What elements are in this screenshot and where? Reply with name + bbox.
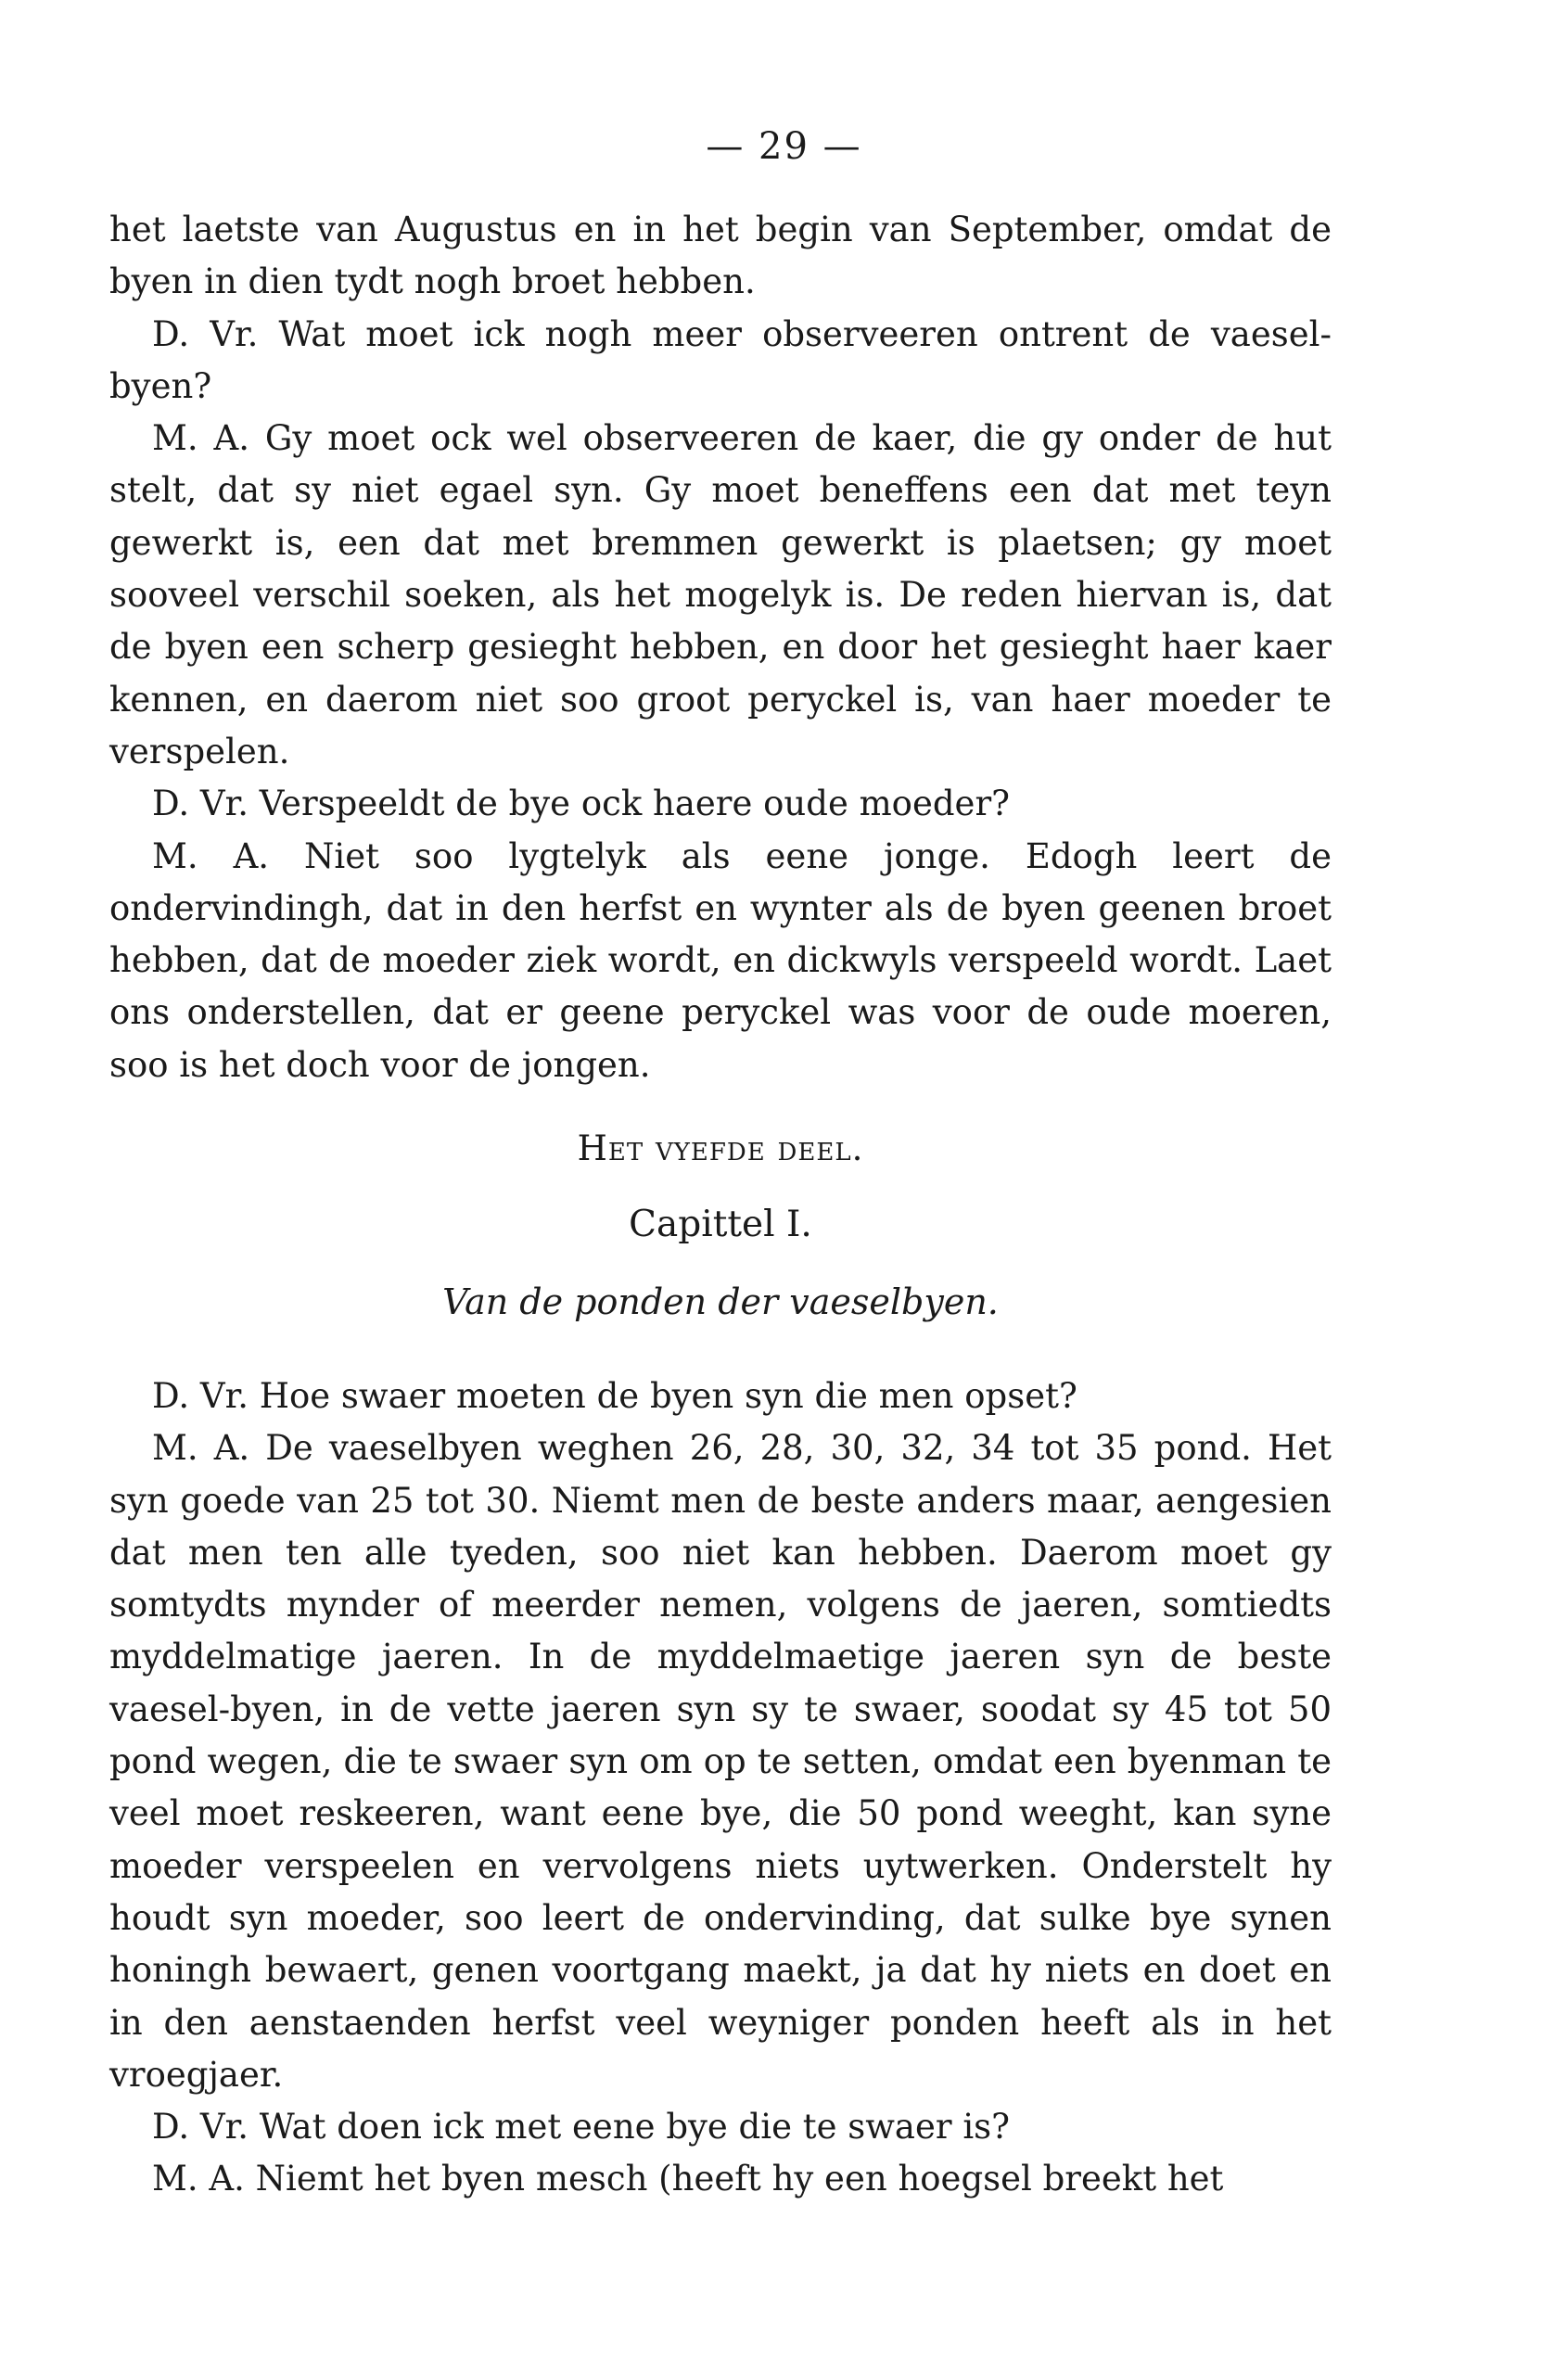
- section-title-text: Het vyefde deel.: [577, 1128, 864, 1169]
- paragraph: D. Vr. Verspeeldt de bye ock haere oude moeder?: [152, 784, 1010, 824]
- paragraph: M. A. Niemt het byen mesch (heeft hy een hoegsel breekt het: [152, 2159, 1224, 2199]
- paragraph: M. A. Niet soo lygtelyk als eene jonge. Edogh leert de ondervindingh, dat in den herfst en wynter als de byen geenen broet hebben, dat de moeder ziek wordt, en dickwyls verspeeld wordt. Laet ons onderstellen, dat er geene peryckel was voor de oude moeren, soo is het doch voor de jongen.: [109, 835, 1332, 1085]
- page-number: — 29 —: [706, 125, 862, 168]
- chapter-subtitle: Van de ponden der vaeselbyen.: [442, 1281, 999, 1322]
- paragraph: D. Vr. Wat moet ick nogh meer observeeren ontrent de vaesel-byen?: [109, 313, 1332, 406]
- paragraph: D. Vr. Hoe swaer moeten de byen syn die men opset?: [152, 1375, 1077, 1416]
- paragraph: M. A. Gy moet ock wel observeeren de kaer, die gy onder de hut stelt, dat sy niet egael syn. Gy moet beneffens een dat met teyn gewerkt is, een dat met bremmen gewerkt is plaetsen; gy moet sooveel verschil soeken, als het mogelyk is. De reden hiervan is, dat de byen een scherp gesieght hebben, en door het gesieght haer kaer kennen, en daerom niet soo groot peryckel is, van haer moeder te verspelen.: [109, 418, 1332, 771]
- chapter-title: Capittel I.: [629, 1204, 812, 1246]
- paragraph: M. A. De vaeselbyen weghen 26, 28, 30, 32, 34 tot 35 pond. Het syn goede van 25 tot 30. Niemt men de beste anders maar, aengesien dat men ten alle tyeden, soo niet kan hebben. Daerom moet gy somtydts mynder of meerder nemen, volgens de jaeren, somtiedts myddelmatige jaeren. In de myddelmaetige jaeren syn de beste vaesel-byen, in de vette jaeren syn sy te swaer, soodat sy 45 tot 50 pond wegen, die te swaer syn om op te setten, omdat een byenman te veel moet reskeeren, want eene bye, die 50 pond weeght, kan syne moeder verspeelen en vervolgens niets uytwerken. Onderstelt hy houdt syn moeder, soo leert de ondervinding, dat sulke bye synen honingh bewaert, genen voortgang maekt, ja dat hy niets en doet en in den aenstaenden herfst veel weyniger ponden heeft als in het vroegjaer.: [109, 1428, 1332, 2095]
- paragraph: het laetste van Augustus en in het begin van September, omdat de byen in dien tydt nogh broet hebben.: [109, 210, 1332, 302]
- page-body: [109, 204, 1332, 2206]
- paragraph: D. Vr. Wat doen ick met eene bye die te swaer is?: [152, 2107, 1010, 2148]
- section-title: [109, 1123, 1332, 1175]
